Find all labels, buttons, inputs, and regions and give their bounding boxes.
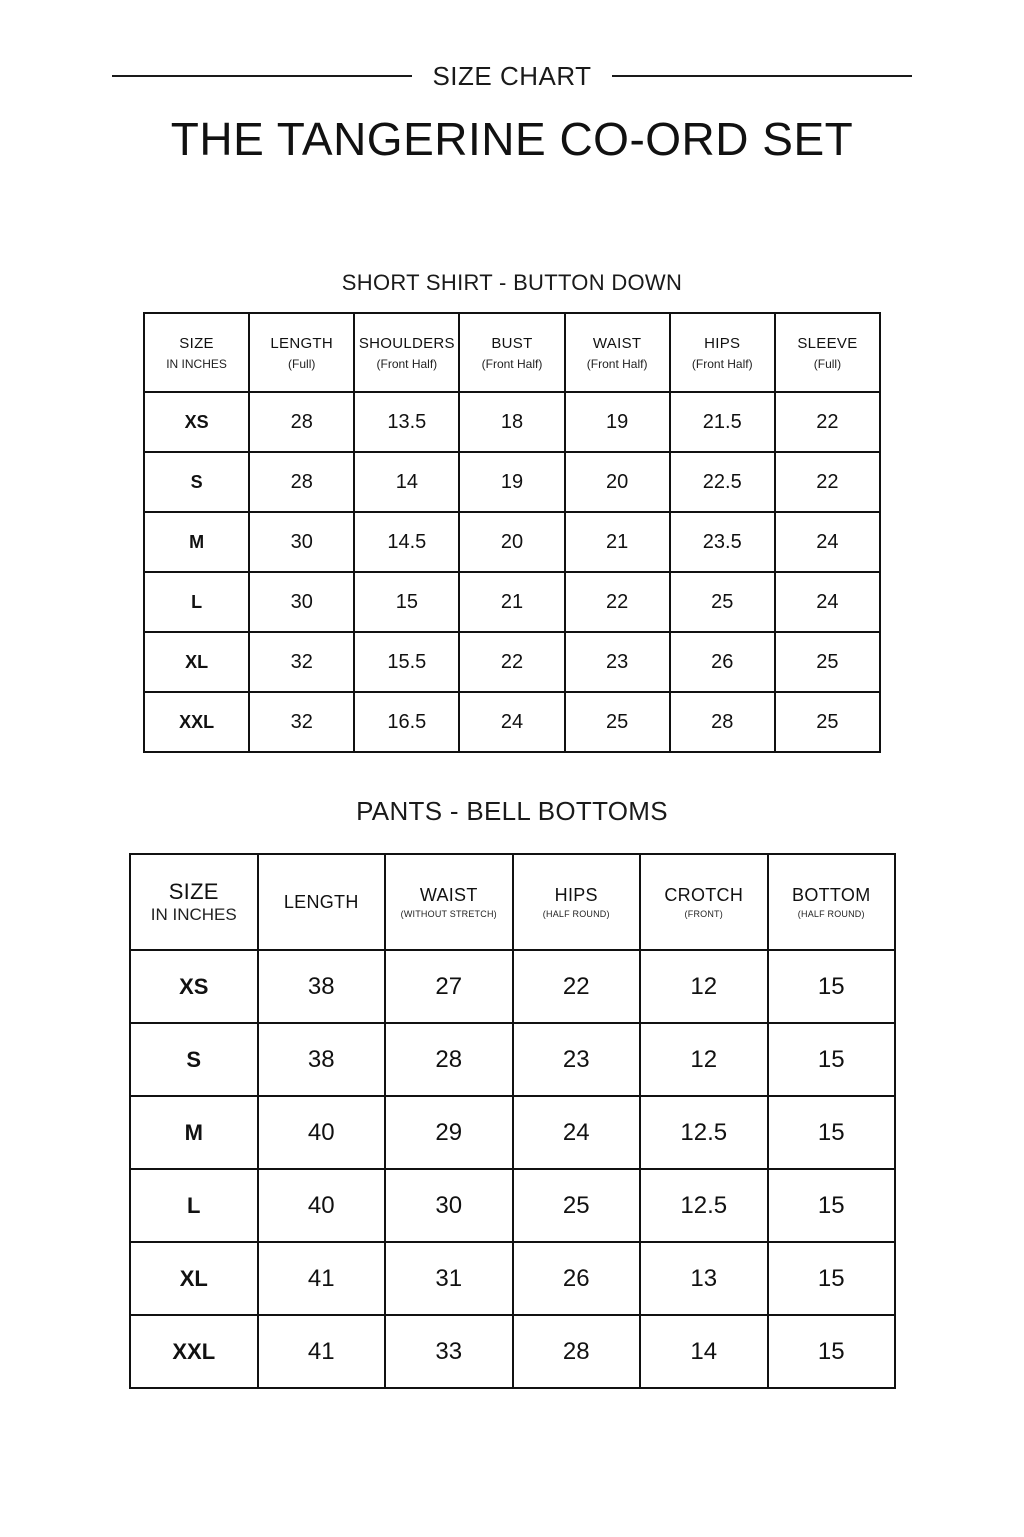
crotch-cell: 12.5	[640, 1169, 768, 1242]
waist-cell: 29	[385, 1096, 513, 1169]
size-cell: M	[144, 512, 249, 572]
length-cell: 38	[258, 950, 386, 1023]
hips-cell: 21.5	[670, 392, 775, 452]
sleeve-cell: 22	[775, 452, 880, 512]
length-cell: 40	[258, 1169, 386, 1242]
bottom-cell: 15	[768, 1315, 896, 1388]
waist-cell: 23	[565, 632, 670, 692]
table-row	[130, 1096, 895, 1169]
length-cell: 28	[249, 392, 354, 452]
length-cell: 28	[249, 452, 354, 512]
header-main: SIZE	[179, 334, 214, 352]
waist-cell: 31	[385, 1242, 513, 1315]
pants-size-table	[129, 853, 896, 1389]
waist-cell: 30	[385, 1169, 513, 1242]
header-sub: (Full)	[813, 356, 842, 371]
shirt-col-waist	[565, 313, 670, 392]
bust-cell: 19	[459, 452, 564, 512]
shirt-header-row	[144, 313, 880, 392]
sleeve-cell: 24	[775, 572, 880, 632]
bottom-cell: 15	[768, 1242, 896, 1315]
table-row	[144, 392, 880, 452]
waist-cell: 25	[565, 692, 670, 752]
hips-cell: 26	[670, 632, 775, 692]
waist-cell: 33	[385, 1315, 513, 1388]
hips-cell: 26	[513, 1242, 641, 1315]
size-cell: XL	[130, 1242, 258, 1315]
pants-col-hips	[513, 854, 641, 950]
bust-cell: 20	[459, 512, 564, 572]
shirt-col-length	[249, 313, 354, 392]
pants-section-title: PANTS - BELL BOTTOMS	[356, 796, 668, 826]
hips-cell: 24	[513, 1096, 641, 1169]
crotch-cell: 13	[640, 1242, 768, 1315]
bust-cell: 21	[459, 572, 564, 632]
crotch-cell: 12	[640, 1023, 768, 1096]
hips-cell: 28	[513, 1315, 641, 1388]
header-sub: (Front Half)	[376, 356, 438, 371]
header-sub: (WITHOUT STRETCH)	[400, 909, 497, 919]
size-cell: XS	[130, 950, 258, 1023]
sleeve-cell: 22	[775, 392, 880, 452]
hips-cell: 22	[513, 950, 641, 1023]
header-main: BUST	[491, 334, 533, 352]
waist-cell: 21	[565, 512, 670, 572]
shoulders-cell: 16.5	[354, 692, 459, 752]
bust-cell: 24	[459, 692, 564, 752]
pants-col-crotch	[640, 854, 768, 950]
shirt-col-size	[144, 313, 249, 392]
sleeve-cell: 24	[775, 512, 880, 572]
waist-cell: 28	[385, 1023, 513, 1096]
table-row	[144, 452, 880, 512]
size-cell: XL	[144, 632, 249, 692]
shirt-col-sleeve	[775, 313, 880, 392]
shoulders-cell: 14.5	[354, 512, 459, 572]
header-sub: (Front Half)	[586, 356, 648, 371]
length-cell: 41	[258, 1315, 386, 1388]
length-cell: 41	[258, 1242, 386, 1315]
size-cell: L	[144, 572, 249, 632]
header-main: WAIST	[592, 334, 642, 352]
table-row	[144, 572, 880, 632]
right-divider	[612, 75, 912, 77]
header-main: BOTTOM	[792, 885, 871, 905]
bust-cell: 18	[459, 392, 564, 452]
crotch-cell: 14	[640, 1315, 768, 1388]
size-cell: S	[144, 452, 249, 512]
crotch-cell: 12	[640, 950, 768, 1023]
bust-cell: 22	[459, 632, 564, 692]
size-cell: L	[130, 1169, 258, 1242]
size-cell: XS	[144, 392, 249, 452]
shirt-col-hips	[670, 313, 775, 392]
hips-cell: 23.5	[670, 512, 775, 572]
shoulders-cell: 15.5	[354, 632, 459, 692]
bottom-cell: 15	[768, 1023, 896, 1096]
hips-cell: 22.5	[670, 452, 775, 512]
length-cell: 38	[258, 1023, 386, 1096]
hips-cell: 23	[513, 1023, 641, 1096]
header-main: CROTCH	[664, 885, 744, 905]
waist-cell: 20	[565, 452, 670, 512]
crotch-cell: 12.5	[640, 1096, 768, 1169]
size-cell: XXL	[144, 692, 249, 752]
hips-cell: 25	[670, 572, 775, 632]
sleeve-cell: 25	[775, 692, 880, 752]
header-main: WAIST	[419, 885, 478, 905]
table-row	[144, 692, 880, 752]
shirt-col-bust	[459, 313, 564, 392]
length-cell: 32	[249, 692, 354, 752]
header-main: HIPS	[704, 334, 741, 352]
table-row	[144, 512, 880, 572]
shirt-size-table	[143, 312, 881, 753]
pants-col-size	[130, 854, 258, 950]
header-main: SIZE	[168, 879, 219, 904]
size-cell: XXL	[130, 1315, 258, 1388]
waist-cell: 27	[385, 950, 513, 1023]
size-chart-label: SIZE CHART	[432, 60, 592, 91]
header-sub: (HALF ROUND)	[542, 909, 610, 919]
table-row	[144, 632, 880, 692]
pants-col-waist	[385, 854, 513, 950]
waist-cell: 19	[565, 392, 670, 452]
size-cell: S	[130, 1023, 258, 1096]
table-row	[130, 950, 895, 1023]
header-sub: (FRONT)	[684, 909, 723, 919]
waist-cell: 22	[565, 572, 670, 632]
header-main: SLEEVE	[797, 334, 858, 352]
header-sub: (Full)	[288, 356, 316, 371]
pants-header-row	[130, 854, 895, 950]
bottom-cell: 15	[768, 1169, 896, 1242]
table-row	[130, 1242, 895, 1315]
hips-cell: 28	[670, 692, 775, 752]
shirt-section-title: SHORT SHIRT - BUTTON DOWN	[341, 270, 683, 295]
table-row	[130, 1169, 895, 1242]
header-main: LENGTH	[283, 891, 359, 912]
bottom-cell: 15	[768, 950, 896, 1023]
length-cell: 40	[258, 1096, 386, 1169]
length-cell: 30	[249, 512, 354, 572]
table-row	[130, 1023, 895, 1096]
size-cell: M	[130, 1096, 258, 1169]
hips-cell: 25	[513, 1169, 641, 1242]
header-sub: (Front Half)	[691, 356, 753, 371]
header-main: LENGTH	[270, 334, 334, 352]
shirt-col-shoulders	[354, 313, 459, 392]
bottom-cell: 15	[768, 1096, 896, 1169]
size-chart-header	[112, 58, 912, 94]
shoulders-cell: 13.5	[354, 392, 459, 452]
pants-col-length	[258, 854, 386, 950]
header-sub: IN INCHES	[166, 356, 227, 371]
table-row	[130, 1315, 895, 1388]
header-main: HIPS	[554, 885, 598, 905]
left-divider	[112, 75, 412, 77]
header-main: SHOULDERS	[358, 334, 455, 352]
shoulders-cell: 14	[354, 452, 459, 512]
header-sub: (HALF ROUND)	[797, 909, 865, 919]
page-title: THE TANGERINE CO-ORD SET	[170, 113, 854, 165]
shoulders-cell: 15	[354, 572, 459, 632]
header-sub: IN INCHES	[150, 905, 237, 924]
length-cell: 30	[249, 572, 354, 632]
pants-col-bottom	[768, 854, 896, 950]
length-cell: 32	[249, 632, 354, 692]
sleeve-cell: 25	[775, 632, 880, 692]
header-sub: (Front Half)	[481, 356, 543, 371]
